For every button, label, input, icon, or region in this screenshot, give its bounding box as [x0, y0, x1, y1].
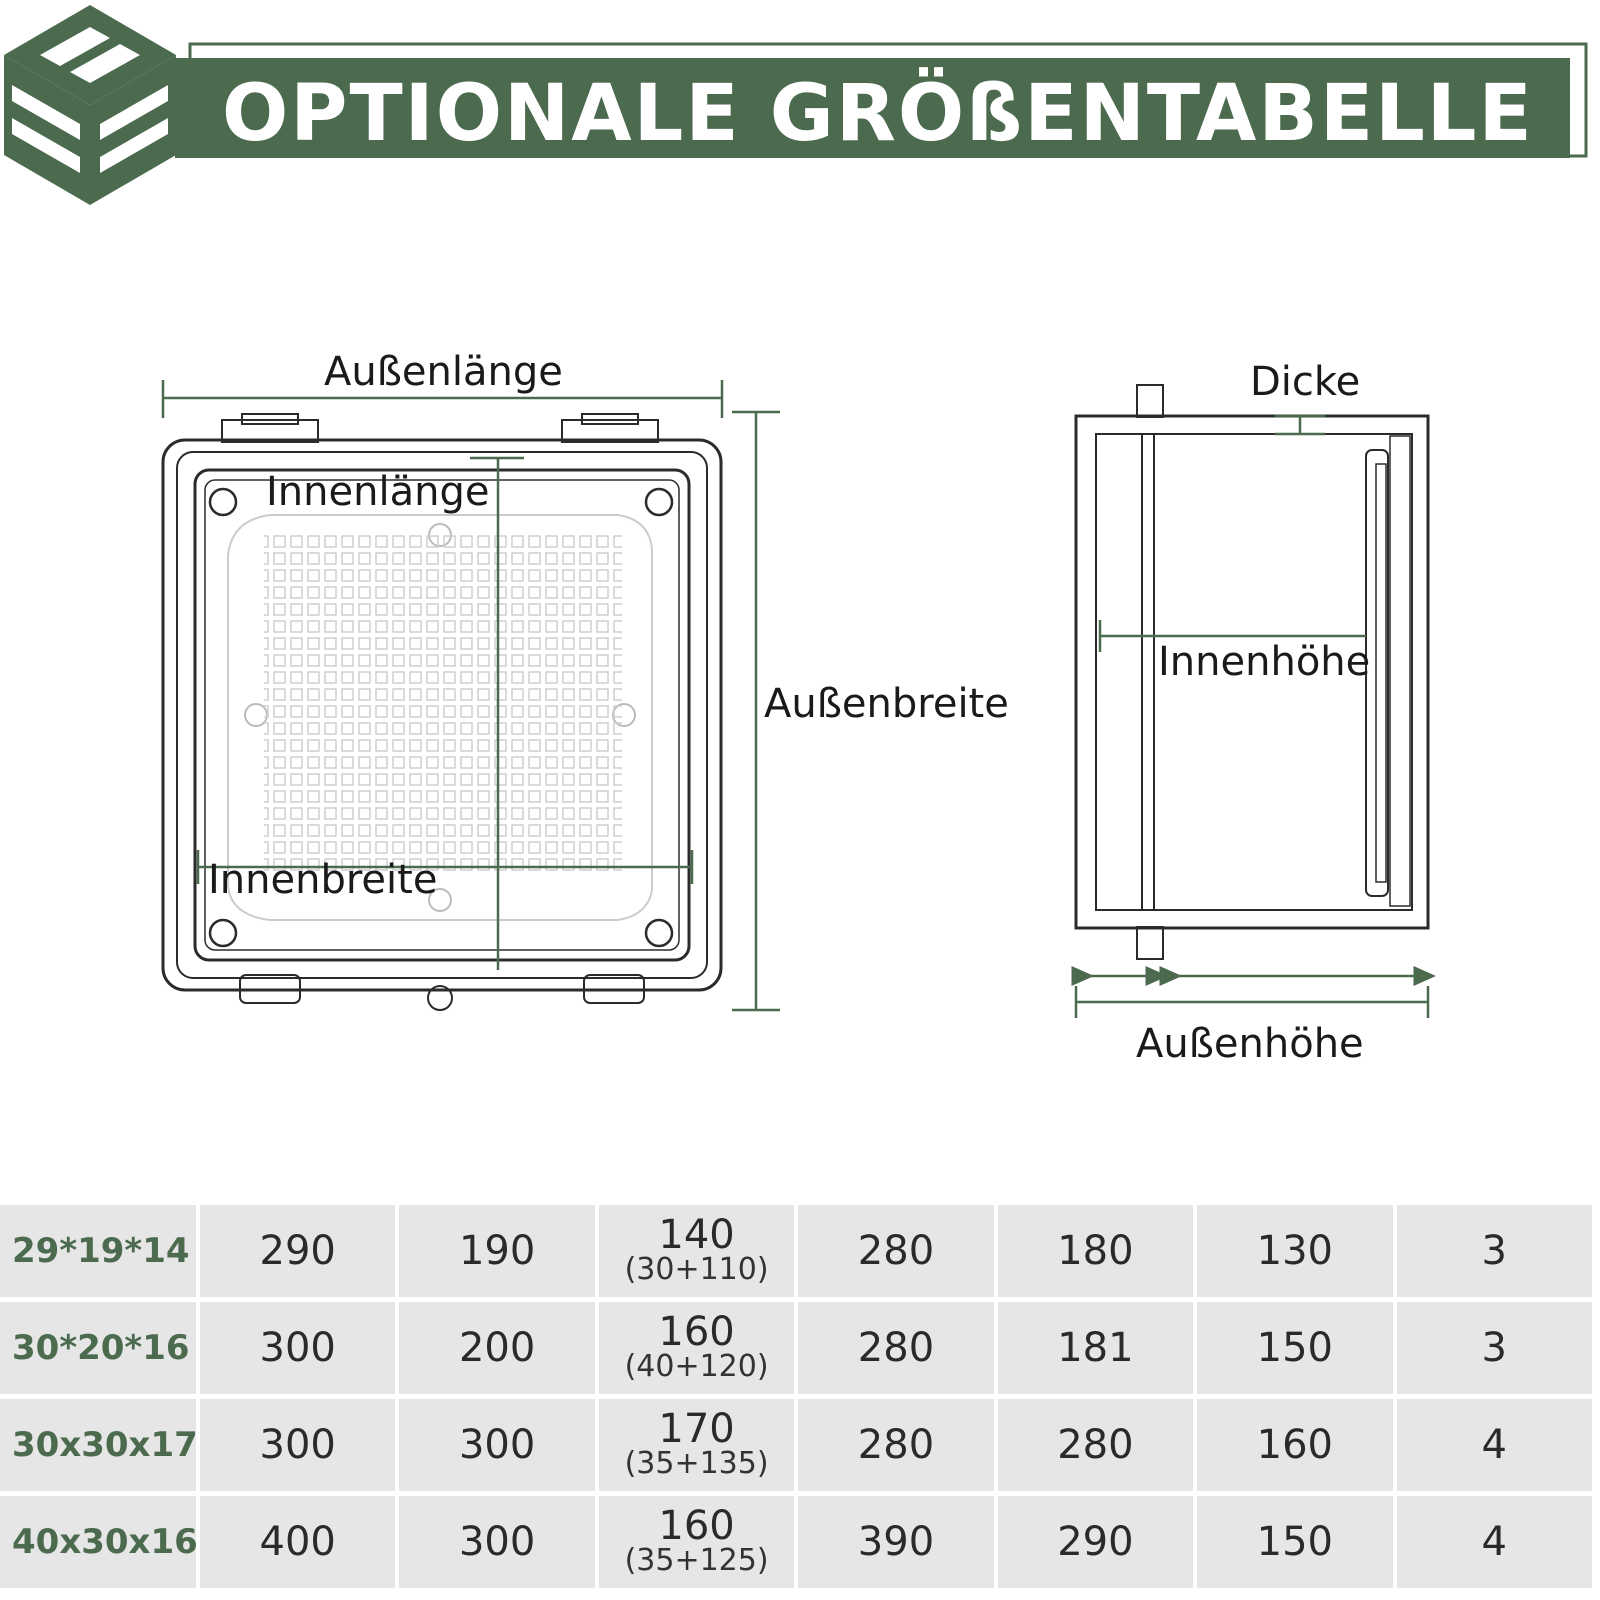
table-cell: [399, 1399, 594, 1491]
cell-value: 190: [458, 1228, 536, 1274]
table-cell: [998, 1496, 1193, 1588]
table-cell: [798, 1399, 993, 1491]
cell-value: 160: [658, 1503, 735, 1549]
model-cell: 40x30x16: [0, 1496, 196, 1588]
perforation-grid: [264, 535, 622, 875]
table-cell: [1197, 1496, 1392, 1588]
table-cell: [1197, 1399, 1392, 1491]
table-cell: [998, 1302, 1193, 1394]
size-table-body: [0, 1205, 1592, 1588]
table-row: [0, 1302, 1592, 1394]
table-row: [0, 1205, 1592, 1297]
cell-value: 3: [1481, 1325, 1507, 1371]
cell-value: 150: [1256, 1325, 1333, 1371]
table-cell: [399, 1205, 594, 1297]
cell-value: 4: [1481, 1519, 1507, 1565]
model-cell: 29*19*14: [0, 1205, 196, 1297]
table-cell: [798, 1302, 993, 1394]
table-cell: [998, 1205, 1193, 1297]
model-cell: 30x30x17: [0, 1399, 196, 1491]
cell-value: 300: [458, 1519, 536, 1565]
cell-value: 400: [259, 1519, 336, 1565]
cell-value: 300: [259, 1422, 336, 1468]
table-cell: [599, 1205, 794, 1297]
model-cell: 30*20*16: [0, 1302, 196, 1394]
cell-value: 150: [1256, 1519, 1333, 1565]
table-cell: [1397, 1302, 1592, 1394]
cell-value: 390: [857, 1519, 935, 1565]
table-cell: [200, 1205, 395, 1297]
table-cell: [399, 1496, 594, 1588]
table-cell: [798, 1496, 993, 1588]
cell-subvalue: (35+135): [624, 1446, 769, 1481]
table-cell: [599, 1399, 794, 1491]
cell-value: 290: [1057, 1519, 1134, 1565]
isometric-cube-logo-icon: [4, 5, 176, 205]
cell-value: 300: [259, 1325, 336, 1371]
cell-subvalue: (35+125): [624, 1543, 769, 1578]
label-outer-length: Außenlänge: [324, 349, 563, 395]
page-title: OPTIONALE GRÖßENTABELLE: [222, 69, 1534, 159]
cell-subvalue: (40+120): [624, 1349, 769, 1384]
cell-value: 130: [1256, 1228, 1333, 1274]
cell-value: 4: [1481, 1422, 1507, 1468]
table-cell: [399, 1302, 594, 1394]
cell-value: 280: [857, 1228, 935, 1274]
table-cell: [599, 1496, 794, 1588]
table-cell: [1197, 1205, 1392, 1297]
cell-value: 180: [1057, 1228, 1134, 1274]
table-cell: [1397, 1399, 1592, 1491]
table-cell: [998, 1399, 1193, 1491]
cell-value: 160: [1256, 1422, 1333, 1468]
cell-value: 140: [658, 1212, 735, 1258]
table-cell: [200, 1496, 395, 1588]
label-inner-width: Innenbreite: [208, 857, 438, 903]
table-cell: [1397, 1496, 1592, 1588]
cell-value: 3: [1481, 1228, 1507, 1274]
cell-subvalue: (30+110): [624, 1252, 769, 1287]
cell-value: 200: [458, 1325, 536, 1371]
cell-value: 290: [259, 1228, 336, 1274]
cell-value: 280: [857, 1325, 935, 1371]
table-cell: [200, 1302, 395, 1394]
table-cell: [1197, 1302, 1392, 1394]
header-banner: [0, 0, 1600, 210]
table-cell: [200, 1399, 395, 1491]
table-row: [0, 1399, 1592, 1491]
label-outer-height: Außenhöhe: [1136, 1021, 1364, 1067]
cell-value: 170: [658, 1406, 735, 1452]
label-inner-height: Innenhöhe: [1158, 639, 1371, 685]
label-outer-width: Außenbreite: [764, 681, 1009, 727]
cell-value: 280: [857, 1422, 935, 1468]
label-inner-length: Innenlänge: [266, 469, 490, 515]
label-thickness: Dicke: [1250, 359, 1361, 405]
table-cell: [599, 1302, 794, 1394]
dimension-diagram: [0, 330, 1600, 1090]
cell-value: 160: [658, 1309, 735, 1355]
cell-value: 280: [1057, 1422, 1134, 1468]
table-cell: [798, 1205, 993, 1297]
cell-value: 181: [1057, 1325, 1134, 1371]
size-table: [0, 1200, 1596, 1593]
cell-value: 300: [458, 1422, 536, 1468]
table-cell: [1397, 1205, 1592, 1297]
table-row: [0, 1496, 1592, 1588]
